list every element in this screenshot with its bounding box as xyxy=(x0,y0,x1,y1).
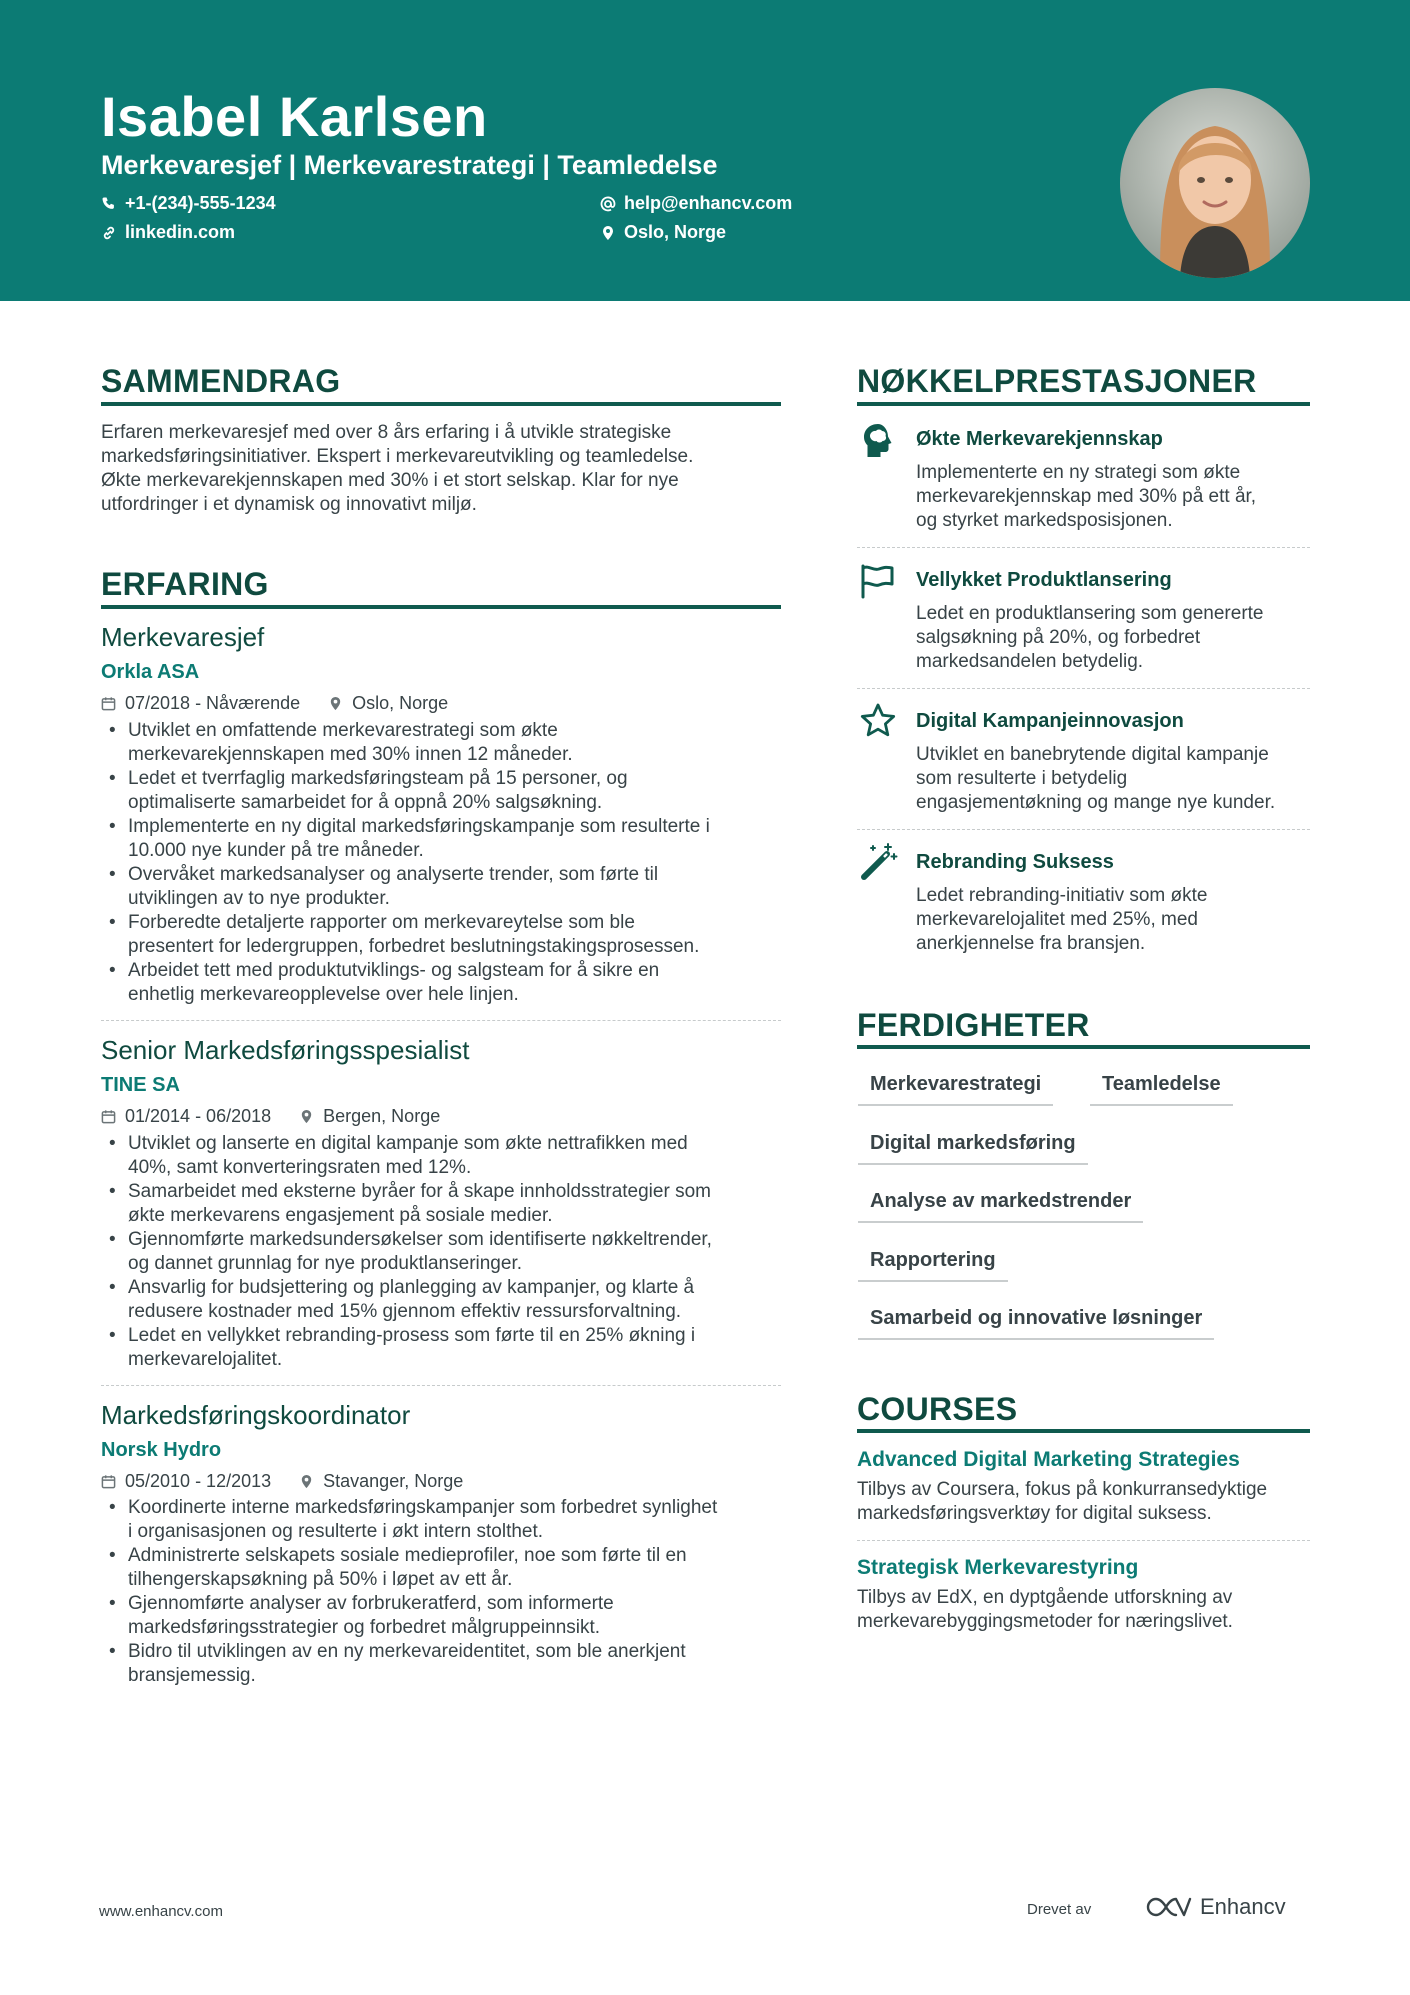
star-icon xyxy=(858,701,898,741)
achievement-separator xyxy=(857,829,1310,830)
achievement-separator xyxy=(857,688,1310,689)
achievement-desc: Utviklet en banebrytende digital kampanje som resulterte i betydelig engasjementøkning og mange nye kunder. xyxy=(916,744,1276,813)
achievements-divider xyxy=(857,402,1310,406)
achievements-heading: NØKKELPRESTASJONER xyxy=(857,363,1257,399)
job-bullets xyxy=(101,1496,781,1688)
skill-tag: Merkevarestrategi xyxy=(858,1073,1053,1106)
summary-line: markedsføringsinitiativer. Ekspert i merkevareutvikling og teamledelse. xyxy=(101,446,694,467)
skills-divider xyxy=(857,1045,1310,1049)
skill-tag: Digital markedsføring xyxy=(858,1132,1088,1165)
courses-divider xyxy=(857,1429,1310,1433)
calendar-icon xyxy=(101,1109,116,1124)
job-separator xyxy=(101,1385,781,1386)
bullet-item: • Forberedte detaljerte rapporter om merkevareytelse som ble presentert for ledergruppen, forbedret beslutningstakingsprosessen. xyxy=(101,911,781,959)
job-company: Orkla ASA xyxy=(101,661,200,683)
contact-linkedin[interactable] xyxy=(101,222,235,243)
skill-tag: Samarbeid og innovative løsninger xyxy=(858,1307,1214,1340)
bullet-item: • Utviklet en omfattende merkevarestrategi som økte merkevarekjennskapen med 30% innen 12 måneder. xyxy=(101,719,781,767)
experience-heading: ERFARING xyxy=(101,566,269,602)
bullet-item: • Ansvarlig for budsjettering og planlegging av kampanjer, og klarte å redusere kostnader med 15% gjennom effektiv ressursforvaltning. xyxy=(101,1276,781,1324)
course-title: Strategisk Merkevarestyring xyxy=(857,1556,1139,1579)
head-brain-icon xyxy=(858,421,898,461)
calendar-icon xyxy=(101,1474,116,1489)
job-role: Markedsføringskoordinator xyxy=(101,1400,411,1430)
magic-wand-icon xyxy=(858,842,898,882)
job-dates: 05/2010 - 12/2013 xyxy=(125,1471,272,1491)
location-text: Oslo, Norge xyxy=(624,222,727,242)
achievement-desc: Ledet en produktlansering som genererte salgsøkning på 20%, og forbedret markedsandelen betydelig. xyxy=(916,603,1264,672)
footer-website[interactable]: www.enhancv.com xyxy=(99,1903,223,1920)
summary-heading: SAMMENDRAG xyxy=(101,363,341,399)
summary-text xyxy=(101,421,781,517)
job-location: Oslo, Norge xyxy=(352,693,449,713)
phone-text: +1-(234)-555-1234 xyxy=(125,193,276,213)
bullet-item: • Ledet en vellykket rebranding-prosess som førte til en 25% økning i merkevarelojalitet. xyxy=(101,1324,781,1372)
achievement-desc: Ledet rebranding-initiativ som økte merkevarelojalitet med 25%, med anerkjennelse fra bransjen. xyxy=(916,885,1208,954)
phone-icon xyxy=(101,196,117,212)
skill-tag: Rapportering xyxy=(858,1249,1008,1282)
summary-line: utfordringer i et dynamisk og innovativt miljø. xyxy=(101,494,477,515)
job-company: TINE SA xyxy=(101,1074,180,1096)
skill-tag: Analyse av markedstrender xyxy=(858,1190,1143,1223)
job-dates: 07/2018 - Nåværende xyxy=(125,693,301,713)
achievement-desc: Implementerte en ny strategi som økte merkevarekjennskap med 30% på ett år, og styrket markedsposisjonen. xyxy=(916,462,1257,531)
location-pin-icon xyxy=(600,225,616,241)
course-title: Advanced Digital Marketing Strategies xyxy=(857,1448,1240,1471)
job-role: Senior Markedsføringsspesialist xyxy=(101,1035,470,1065)
summary-line: Økte merkevarekjennskapen med 30% i et stort selskap. Klar for nye xyxy=(101,470,679,491)
job-location: Stavanger, Norge xyxy=(323,1471,464,1491)
bullet-item: • Gjennomførte analyser av forbrukeratferd, som informerte markedsføringsstrategier og forbedret målgruppeinnsikt. xyxy=(101,1592,781,1640)
location-pin-icon xyxy=(299,1109,314,1124)
candidate-headline: Merkevaresjef | Merkevarestrategi | Teamledelse xyxy=(101,150,718,180)
job-company: Norsk Hydro xyxy=(101,1439,222,1461)
experience-divider xyxy=(101,605,781,609)
contact-email[interactable] xyxy=(600,193,792,214)
skills-heading: FERDIGHETER xyxy=(857,1007,1090,1043)
candidate-name: Isabel Karlsen xyxy=(101,85,488,148)
job-role: Merkevaresjef xyxy=(101,622,265,652)
location-pin-icon xyxy=(299,1474,314,1489)
enhancv-wordmark: Enhancv xyxy=(1200,1894,1286,1919)
achievement-title: Vellykket Produktlansering xyxy=(916,569,1172,591)
bullet-item: • Koordinerte interne markedsføringskampanjer som forbedret synlighet i organisasjonen og resulterte i økt intern stolthet. xyxy=(101,1496,781,1544)
courses-heading: COURSES xyxy=(857,1391,1018,1427)
bullet-item: • Administrerte selskapets sosiale medieprofiler, noe som førte til en tilhengerskapsøkning på 50% i løpet av ett år. xyxy=(101,1544,781,1592)
achievement-title: Rebranding Suksess xyxy=(916,851,1114,873)
enhancv-logo[interactable] xyxy=(1146,1894,1286,1920)
contact-phone[interactable] xyxy=(101,193,276,214)
link-icon xyxy=(101,225,117,241)
bullet-item: • Gjennomførte markedsundersøkelser som identifiserte nøkkeltrender, og dannet grunnlag for nye produktlanseringer. xyxy=(101,1228,781,1276)
achievement-title: Økte Merkevarekjennskap xyxy=(916,428,1163,450)
summary-line: Erfaren merkevaresjef med over 8 års erfaring i å utvikle strategiske xyxy=(101,422,672,443)
location-pin-icon xyxy=(328,696,343,711)
job-meta xyxy=(101,1106,440,1127)
course-separator xyxy=(857,1540,1310,1541)
profile-photo xyxy=(1120,88,1310,278)
skill-tag: Teamledelse xyxy=(1090,1073,1233,1106)
bullet-item: • Bidro til utviklingen av en ny merkevareidentitet, som ble anerkjent bransjemessig. xyxy=(101,1640,781,1688)
job-meta xyxy=(101,1471,463,1492)
footer-powered-by: Drevet av xyxy=(1027,1901,1092,1918)
course-desc: Tilbys av Coursera, fokus på konkurransedyktige markedsføringsverktøy for digital suksess. xyxy=(857,1479,1268,1524)
job-dates: 01/2014 - 06/2018 xyxy=(125,1106,272,1126)
achievement-title: Digital Kampanjeinnovasjon xyxy=(916,710,1184,732)
job-separator xyxy=(101,1020,781,1021)
resume-header xyxy=(0,0,1410,301)
linkedin-text: linkedin.com xyxy=(125,222,236,242)
bullet-item: • Implementerte en ny digital markedsføringskampanje som resulterte i 10.000 nye kunder på tre måneder. xyxy=(101,815,781,863)
flag-icon xyxy=(858,561,898,601)
enhancv-logo-icon xyxy=(1146,1895,1192,1919)
bullet-item: • Samarbeidet med eksterne byråer for å skape innholdsstrategier som økte merkevarens engasjement på sosiale medier. xyxy=(101,1180,781,1228)
bullet-item: • Utviklet og lanserte en digital kampanje som økte nettrafikken med 40%, samt konverteringsraten med 12%. xyxy=(101,1132,781,1180)
job-bullets xyxy=(101,1132,781,1372)
email-text: help@enhancv.com xyxy=(624,193,793,213)
job-bullets xyxy=(101,719,781,1007)
bullet-item: • Overvåket markedsanalyser og analyserte trender, som førte til utviklingen av to nye produkter. xyxy=(101,863,781,911)
job-meta xyxy=(101,693,448,714)
bullet-item: • Arbeidet tett med produktutviklings- og salgsteam for å sikre en enhetlig merkevareopplevelse over hele linjen. xyxy=(101,959,781,1007)
course-desc: Tilbys av EdX, en dyptgående utforskning av merkevarebyggingsmetoder for næringslivet. xyxy=(857,1587,1233,1632)
job-location: Bergen, Norge xyxy=(323,1106,441,1126)
calendar-icon xyxy=(101,696,116,711)
at-icon xyxy=(600,196,616,212)
contact-location xyxy=(600,222,726,243)
achievement-separator xyxy=(857,547,1310,548)
bullet-item: • Ledet et tverrfaglig markedsføringsteam på 15 personer, og optimaliserte samarbeidet for å oppnå 20% salgsøkning. xyxy=(101,767,781,815)
summary-divider xyxy=(101,402,781,406)
